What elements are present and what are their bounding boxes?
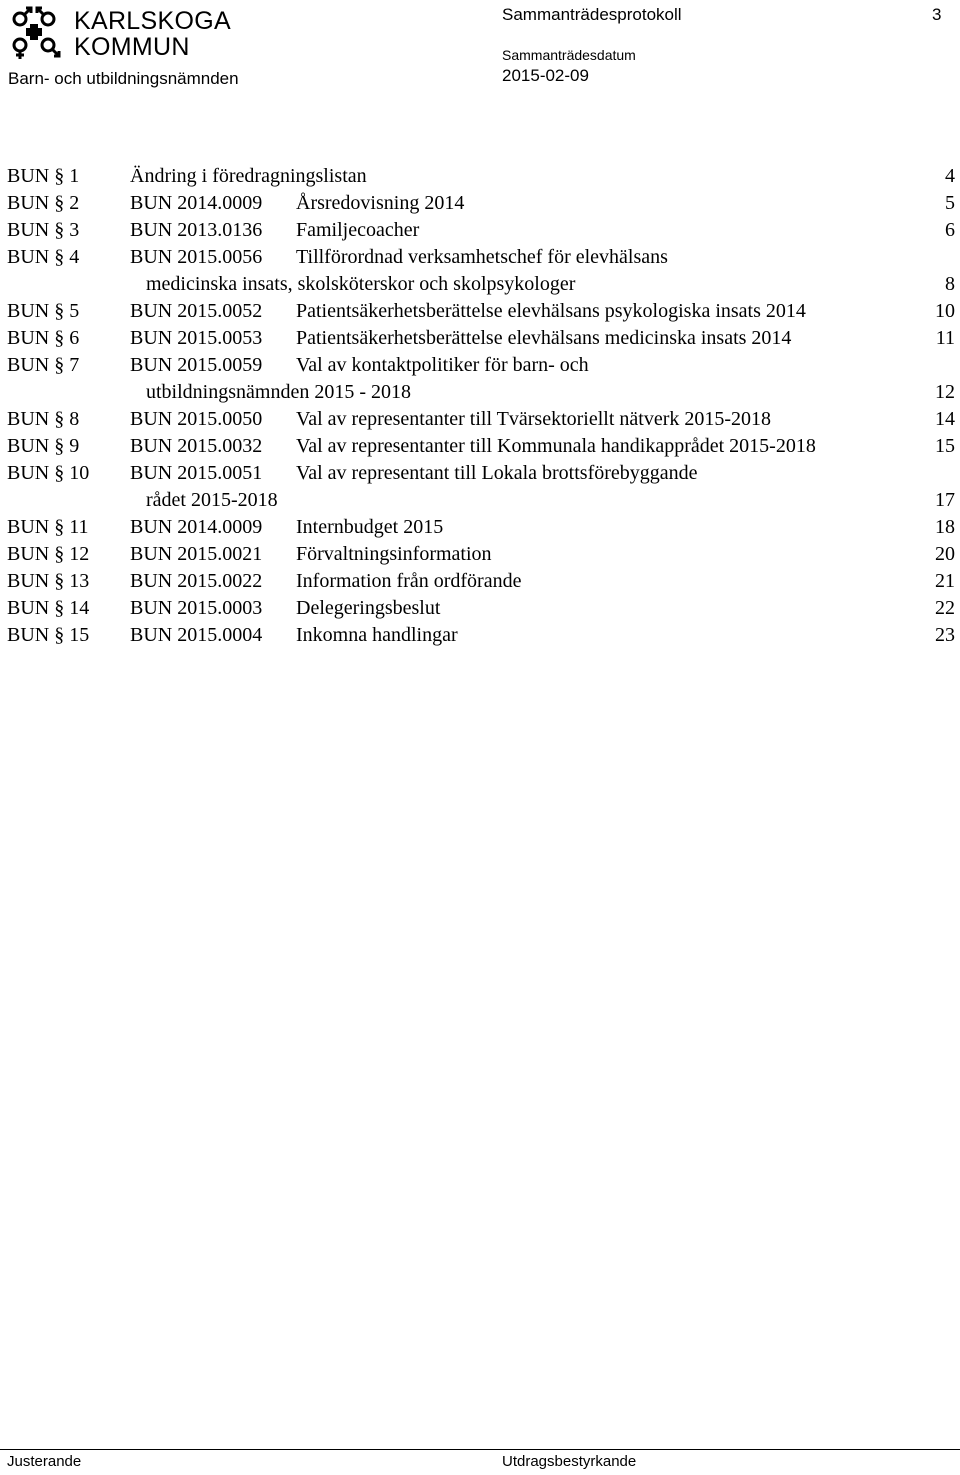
- toc-case-number: BUN 2015.0003: [130, 597, 263, 619]
- toc-row: [0, 190, 960, 217]
- toc-page-number: 21: [935, 570, 955, 592]
- toc-page-number: 12: [935, 381, 955, 403]
- toc-page-number: 6: [945, 219, 955, 241]
- toc-row: [0, 244, 960, 298]
- toc-case-number: BUN 2014.0009: [130, 516, 263, 538]
- toc-case-number: BUN 2015.0032: [130, 435, 263, 457]
- toc-case-number: BUN 2015.0053: [130, 327, 263, 349]
- toc-row: [0, 568, 960, 595]
- toc-row: [0, 514, 960, 541]
- toc-page-number: 11: [935, 327, 955, 349]
- toc-item-title: Internbudget 2015: [296, 516, 444, 538]
- toc-page-number: 8: [945, 273, 955, 295]
- toc-row: [0, 217, 960, 244]
- toc-item-title: Familjecoacher: [296, 219, 420, 241]
- toc-item-title: Val av representant till Lokala brottsförebyggande: [296, 462, 698, 484]
- toc-paragraph-id: BUN § 15: [7, 624, 90, 646]
- toc-paragraph-id: BUN § 7: [7, 354, 80, 376]
- toc-item-title: Delegeringsbeslut: [296, 597, 441, 619]
- toc-page-number: 10: [935, 300, 955, 322]
- toc-row: [0, 325, 960, 352]
- meeting-date-label: Sammanträdesdatum: [502, 47, 636, 63]
- footer-certification-label: Utdragsbestyrkande: [502, 1453, 637, 1470]
- toc-item-title: Tillförordnad verksamhetschef för elevhälsans: [296, 246, 668, 268]
- toc-paragraph-id: BUN § 11: [7, 516, 89, 538]
- toc-item-title-continued: rådet 2015-2018: [146, 489, 278, 511]
- toc-paragraph-id: BUN § 10: [7, 462, 90, 484]
- toc-page-number: 22: [935, 597, 955, 619]
- toc-page-number: 4: [945, 165, 955, 187]
- toc-case-number: BUN 2015.0022: [130, 570, 263, 592]
- toc-paragraph-id: BUN § 3: [7, 219, 80, 241]
- toc-case-number: BUN 2015.0052: [130, 300, 263, 322]
- toc-page-number: 17: [935, 489, 955, 511]
- committee-name: Barn- och utbildningsnämnden: [8, 69, 239, 88]
- footer-divider: [0, 1449, 960, 1450]
- toc-row: [0, 460, 960, 514]
- toc-case-number: BUN 2015.0021: [130, 543, 263, 565]
- toc-paragraph-id: BUN § 5: [7, 300, 80, 322]
- toc-paragraph-id: BUN § 2: [7, 192, 80, 214]
- footer-adjuster-label: Justerande: [7, 1453, 82, 1470]
- toc-case-number: BUN 2015.0059: [130, 354, 263, 376]
- toc-page-number: 20: [935, 543, 955, 565]
- toc-paragraph-id: BUN § 12: [7, 543, 90, 565]
- organization-name: [74, 8, 231, 60]
- table-of-contents: [0, 163, 960, 649]
- toc-page-number: 5: [945, 192, 955, 214]
- toc-paragraph-id: BUN § 13: [7, 570, 90, 592]
- toc-case-number: BUN 2015.0056: [130, 246, 263, 268]
- toc-item-title: Årsredovisning 2014: [296, 192, 465, 214]
- toc-case-number: BUN 2014.0009: [130, 192, 263, 214]
- toc-paragraph-id: BUN § 4: [7, 246, 80, 268]
- toc-row: [0, 541, 960, 568]
- toc-paragraph-id: BUN § 1: [7, 165, 80, 187]
- toc-page-number: 14: [935, 408, 955, 430]
- toc-paragraph-id: BUN § 6: [7, 327, 80, 349]
- toc-row: [0, 622, 960, 649]
- toc-case-number: BUN 2015.0051: [130, 462, 263, 484]
- toc-row: [0, 433, 960, 460]
- toc-case-number: BUN 2015.0004: [130, 624, 263, 646]
- toc-row: [0, 163, 960, 190]
- document-type: Sammanträdesprotokoll: [502, 5, 682, 24]
- toc-row: [0, 406, 960, 433]
- toc-item-title: Val av kontaktpolitiker för barn- och: [296, 354, 589, 376]
- toc-paragraph-id: BUN § 8: [7, 408, 80, 430]
- organization-name-line1: KARLSKOGA: [74, 7, 231, 35]
- toc-item-title: Val av representanter till Tvärsektoriellt nätverk 2015-2018: [296, 408, 772, 430]
- toc-paragraph-id: BUN § 9: [7, 435, 80, 457]
- toc-case-number: BUN 2013.0136: [130, 219, 263, 241]
- toc-item-title-continued: medicinska insats, skolsköterskor och skolpsykologer: [146, 273, 576, 295]
- toc-item-title: Ändring i föredragningslistan: [130, 165, 367, 187]
- meeting-date-value: 2015-02-09: [502, 66, 589, 85]
- toc-row: [0, 352, 960, 406]
- toc-page-number: 23: [935, 624, 955, 646]
- toc-item-title: Inkomna handlingar: [296, 624, 458, 646]
- toc-page-number: 18: [935, 516, 955, 538]
- toc-paragraph-id: BUN § 14: [7, 597, 90, 619]
- toc-item-title: Patientsäkerhetsberättelse elevhälsans psykologiska insats 2014: [296, 300, 806, 322]
- toc-page-number: 15: [935, 435, 955, 457]
- toc-case-number: BUN 2015.0050: [130, 408, 263, 430]
- toc-row: [0, 595, 960, 622]
- toc-item-title: Förvaltningsinformation: [296, 543, 492, 565]
- toc-item-title: Val av representanter till Kommunala handikapprådet 2015-2018: [296, 435, 816, 457]
- toc-item-title-continued: utbildningsnämnden 2015 - 2018: [146, 381, 411, 403]
- organization-name-line2: KOMMUN: [74, 33, 190, 61]
- toc-row: [0, 298, 960, 325]
- toc-item-title: Patientsäkerhetsberättelse elevhälsans medicinska insats 2014: [296, 327, 792, 349]
- page-number: 3: [932, 5, 942, 24]
- karlskoga-logo-icon: [6, 4, 62, 60]
- toc-item-title: Information från ordförande: [296, 570, 522, 592]
